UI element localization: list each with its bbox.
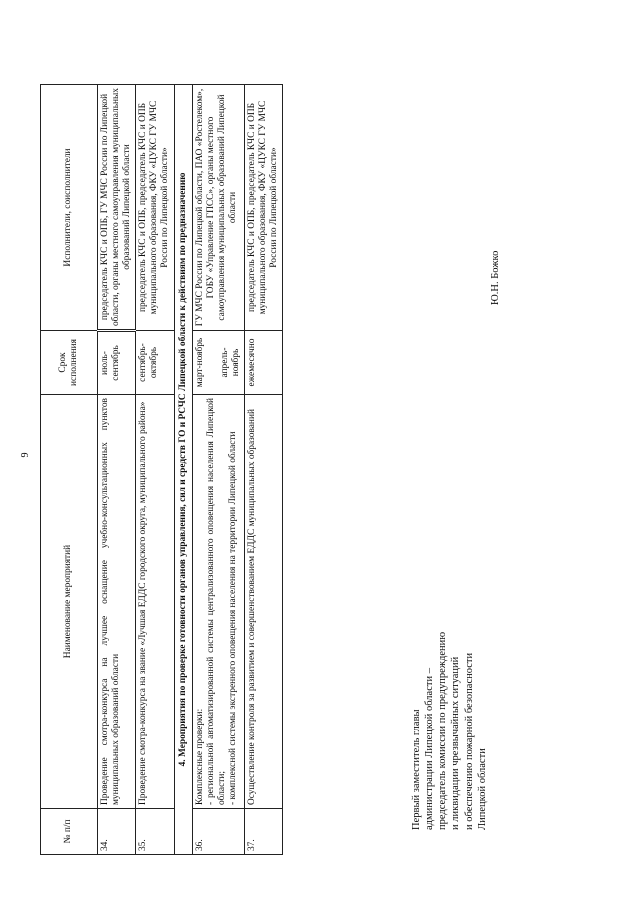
- table-header-row: [41, 85, 98, 855]
- table-row: [98, 85, 136, 855]
- activity-line: Комплексные проверки:: [194, 708, 205, 805]
- header-executors: Исполнители, соисполнители: [41, 85, 98, 331]
- signature-line: председатель комиссии по предупреждению: [437, 631, 449, 830]
- row-activity: [192, 395, 244, 809]
- row-num: 36.: [192, 809, 244, 855]
- signature-line: и обеспечению пожарной безопасности: [463, 652, 475, 830]
- header-num: № п/п: [41, 809, 98, 855]
- row-executors: председатель КЧС и ОПБ, ГУ МЧС России по Липецкой области, органы местного самоуправления муниципальных образований Липецкой области: [98, 85, 136, 331]
- signature-block: [410, 632, 489, 830]
- table-row: [244, 85, 282, 855]
- row-num: 34.: [98, 809, 136, 855]
- header-term: Срок исполнения: [41, 331, 98, 395]
- signatory-name: Ю.Н. Божко: [490, 250, 501, 305]
- table-row: [192, 85, 244, 855]
- row-activity: Проведение смотра-конкурса на лучшее оснащение учебно-консультационных пунктов муниципальных образований области: [98, 395, 136, 809]
- row-term: ежемесячно: [244, 331, 282, 395]
- term-line: март-ноябрь: [194, 337, 205, 388]
- row-num: 35.: [136, 809, 174, 855]
- row-executors: председатель КЧС и ОПБ, председатель КЧС и ОПБ муниципального образования, ФКУ «ЦУКС ГУ МЧС России по Липецкой области»: [136, 85, 174, 331]
- term-line: апрель-ноябрь: [219, 347, 241, 378]
- row-term: сентябрь-октябрь: [136, 331, 174, 395]
- header-activity: Наименование мероприятий: [41, 395, 98, 809]
- activity-line: - региональной автоматизированной системы централизованного оповещения населения Липецкой области;: [205, 398, 227, 805]
- signature-line: Липецкой области: [476, 748, 488, 830]
- signature-line: и ликвидации чрезвычайных ситуаций: [450, 656, 462, 830]
- row-activity: Осуществление контроля за развитием и совершенствованием ЕДДС муниципальных образований: [244, 395, 282, 809]
- signature-line: Первый заместитель главы: [411, 709, 422, 830]
- row-executors: председатель КЧС и ОПБ, председатель КЧС и ОПБ муниципального образования, ФКУ «ЦУКС ГУ МЧС России по Липецкой области»: [244, 85, 282, 331]
- row-term: [192, 331, 244, 395]
- section-row: [174, 85, 192, 855]
- activity-line: - комплексной системы экстренного оповещения населения на территории Липецкой области: [227, 431, 238, 805]
- section-title: 4. Мероприятия по проверке готовности органов управления, сил и средств ГО и РСЧС Липецкой области к действиям по предназначению: [174, 85, 192, 855]
- activities-table: [40, 84, 283, 855]
- table-row: [136, 85, 174, 855]
- row-num: 37.: [244, 809, 282, 855]
- row-executors: ГУ МЧС России по Липецкой области, ПАО «Ростелеком», ГОБУ «Управление ГПСС», органы местного самоуправления муниципальных образований Липецкой области: [192, 85, 244, 331]
- signature-line: администрации Липецкой области –: [424, 668, 436, 830]
- row-activity: Проведение смотра-конкурса на звание «Лучшая ЕДДС городского округа, муниципального района»: [136, 395, 174, 809]
- page-number: 9: [20, 452, 31, 458]
- row-term: июль-сентябрь: [98, 331, 136, 395]
